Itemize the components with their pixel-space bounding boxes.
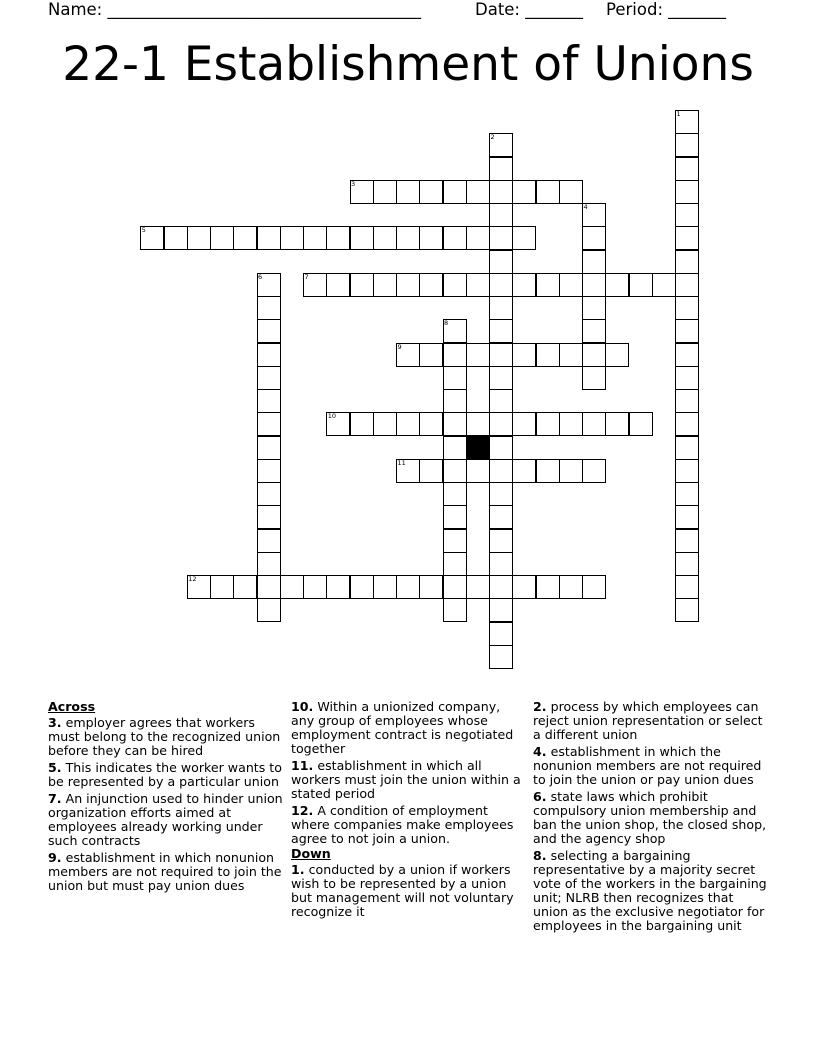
clue-number-label: 11 (397, 458, 406, 467)
grid-cell[interactable] (396, 226, 420, 250)
grid-cell[interactable] (326, 226, 350, 250)
grid-cell[interactable] (559, 412, 583, 436)
grid-cell[interactable] (396, 273, 420, 297)
grid-cell[interactable] (257, 482, 281, 506)
grid-cell[interactable] (582, 296, 606, 320)
grid-cell[interactable] (489, 598, 513, 622)
grid-cell[interactable] (489, 250, 513, 274)
grid-cell[interactable] (559, 575, 583, 599)
grid-cell[interactable] (512, 273, 536, 297)
clue-number-label: 9 (397, 342, 402, 351)
grid-cell[interactable] (443, 459, 467, 483)
clue-across-5: 5. This indicates the worker wants to be represented by a particular union (48, 760, 282, 789)
grid-cell[interactable] (536, 343, 560, 367)
grid-cell[interactable] (489, 622, 513, 646)
clue-across-3: 3. employer agrees that workers must belong to the recognized union before they can be hired (48, 715, 281, 758)
clues-column-3 (533, 700, 769, 936)
grid-cell[interactable] (466, 459, 490, 483)
grid-cell[interactable] (489, 343, 513, 367)
grid-cell[interactable] (443, 180, 467, 204)
grid-cell[interactable] (489, 296, 513, 320)
grid-cell[interactable] (280, 226, 304, 250)
grid-cell[interactable] (164, 226, 188, 250)
clue-number-label: 5 (141, 226, 146, 235)
grid-cell[interactable] (675, 180, 699, 204)
grid-cell[interactable] (257, 296, 281, 320)
grid-cell[interactable] (512, 226, 536, 250)
grid-cell[interactable] (257, 366, 281, 390)
grid-cell[interactable] (582, 250, 606, 274)
grid-cell[interactable] (489, 436, 513, 460)
grid-cell[interactable] (419, 343, 443, 367)
grid-cell[interactable] (675, 343, 699, 367)
grid-cell[interactable] (233, 226, 257, 250)
clue-number-label: 6 (258, 272, 263, 281)
clue-across-7: 7. An injunction used to hinder union organization efforts aimed at employees already working under such contracts (48, 791, 283, 848)
grid-cell[interactable] (489, 226, 513, 250)
grid-cell[interactable] (443, 505, 467, 529)
grid-cell[interactable] (350, 273, 374, 297)
grid-cell[interactable] (675, 319, 699, 343)
period-field[interactable]: Period: _______ (606, 0, 727, 19)
grid-cell[interactable] (257, 436, 281, 460)
grid-cell[interactable] (443, 366, 467, 390)
grid-cell[interactable] (489, 389, 513, 413)
grid-cell[interactable] (582, 273, 606, 297)
clue-number-label: 3 (351, 179, 356, 188)
grid-cell[interactable] (443, 343, 467, 367)
grid-cell[interactable] (675, 250, 699, 274)
clue-across-11: 11. establishment in which all workers must join the union within a stated period (291, 758, 521, 801)
grid-cell[interactable] (559, 273, 583, 297)
grid-cell[interactable] (559, 459, 583, 483)
grid-cell[interactable] (582, 366, 606, 390)
clue-number-label: 12 (188, 575, 197, 583)
grid-cell[interactable] (350, 226, 374, 250)
grid-cell[interactable] (466, 343, 490, 367)
grid-cell[interactable] (419, 180, 443, 204)
grid-cell[interactable] (559, 180, 583, 204)
clue-across-9: 9. establishment in which nonunion members are not required to join the union but must pay union dues (48, 850, 282, 893)
clue-down-1: 1. conducted by a union if workers wish to be represented by a union but management will not voluntary recognize it (291, 862, 514, 919)
grid-cell[interactable] (350, 575, 374, 599)
across-heading: Across (48, 699, 96, 714)
clue-number-label: 1 (676, 110, 681, 118)
grid-cell[interactable] (419, 273, 443, 297)
grid-cell[interactable] (675, 459, 699, 483)
page-title: 22-1 Establishment of Unions (62, 37, 754, 92)
grid-cell[interactable] (443, 529, 467, 553)
grid-cell[interactable] (629, 412, 653, 436)
grid-cell[interactable] (210, 575, 234, 599)
grid-cell[interactable] (652, 273, 676, 297)
grid-cell[interactable] (489, 645, 513, 669)
grid-cell[interactable] (257, 343, 281, 367)
grid-cell[interactable] (443, 598, 467, 622)
grid-cell[interactable] (536, 273, 560, 297)
grid-cell[interactable] (559, 343, 583, 367)
grid-cell[interactable] (443, 226, 467, 250)
grid-cell[interactable] (489, 482, 513, 506)
grid-cell[interactable] (350, 412, 374, 436)
grid-cell[interactable] (675, 412, 699, 436)
grid-cell[interactable] (675, 226, 699, 250)
grid-cell[interactable] (466, 180, 490, 204)
grid-cell[interactable] (582, 412, 606, 436)
grid-cell[interactable] (489, 273, 513, 297)
grid-cell[interactable] (582, 575, 606, 599)
grid-cell[interactable] (257, 552, 281, 576)
grid-cell[interactable] (675, 296, 699, 320)
grid-cell[interactable] (675, 529, 699, 553)
grid-cell[interactable] (675, 575, 699, 599)
grid-cell[interactable] (419, 575, 443, 599)
grid-cell[interactable] (443, 482, 467, 506)
grid-cell[interactable] (373, 226, 397, 250)
grid-cell[interactable] (466, 412, 490, 436)
down-heading: Down (291, 846, 331, 861)
clue-number-label: 2 (490, 133, 495, 142)
grid-cell[interactable] (675, 482, 699, 506)
grid-cell[interactable] (466, 226, 490, 250)
clues-column-1 (48, 700, 284, 896)
grid-cell[interactable] (373, 273, 397, 297)
grid-cell[interactable] (443, 436, 467, 460)
grid-cell[interactable] (326, 273, 350, 297)
clue-number-label: 10 (327, 412, 337, 421)
grid-cell[interactable] (675, 203, 699, 227)
grid-cell[interactable] (489, 575, 513, 599)
grid-cell[interactable] (303, 226, 327, 250)
grid-cell[interactable] (675, 505, 699, 529)
grid-cell[interactable] (489, 203, 513, 227)
date-field[interactable]: Date: _______ (475, 0, 583, 19)
grid-cell[interactable] (489, 552, 513, 576)
grid-cell[interactable] (466, 575, 490, 599)
grid-cell[interactable] (489, 319, 513, 343)
grid-cell[interactable] (257, 319, 281, 343)
grid-cell[interactable] (257, 575, 281, 599)
grid-cell[interactable] (396, 180, 420, 204)
grid-cell[interactable] (675, 273, 699, 297)
grid-cell[interactable] (512, 575, 536, 599)
grid-cell[interactable] (489, 180, 513, 204)
clues-column-2 (291, 700, 527, 922)
clue-number-label: 4 (583, 203, 588, 211)
grid-cell[interactable] (373, 412, 397, 436)
grid-cell[interactable] (257, 505, 281, 529)
grid-cell[interactable] (605, 412, 629, 436)
grid-cell[interactable] (443, 412, 467, 436)
grid-cell[interactable] (582, 319, 606, 343)
grid-cell[interactable] (629, 273, 653, 297)
clue-across-10: 10. Within a unionized company, any group of employees whose employment contract is negotiated together (291, 699, 514, 756)
grid-cell[interactable] (257, 389, 281, 413)
grid-cell[interactable] (675, 598, 699, 622)
clue-number-label: 8 (444, 319, 449, 328)
grid-cell[interactable] (675, 389, 699, 413)
clue-down-4: 4. establishment in which the nonunion members are not required to join the union or pay union dues (533, 744, 762, 787)
grid-cell[interactable] (210, 226, 234, 250)
grid-cell[interactable] (303, 575, 327, 599)
clue-across-12: 12. A condition of employment where companies make employees agree to not join a union. (291, 803, 514, 846)
grid-cell[interactable] (489, 157, 513, 181)
grid-cell[interactable] (443, 273, 467, 297)
grid-cell[interactable] (675, 552, 699, 576)
grid-cell[interactable] (280, 575, 304, 599)
clue-down-2: 2. process by which employees can reject union representation or select a different union (533, 699, 763, 742)
grid-cell[interactable] (512, 180, 536, 204)
grid-cell[interactable] (373, 180, 397, 204)
grid-cell[interactable] (489, 459, 513, 483)
grid-cell[interactable] (512, 459, 536, 483)
clue-number-label: 7 (304, 272, 309, 281)
grid-cell[interactable] (582, 226, 606, 250)
grid-cell[interactable] (512, 412, 536, 436)
grid-cell[interactable] (396, 412, 420, 436)
grid-cell[interactable] (326, 575, 350, 599)
clue-down-8: 8. selecting a bargaining representative by a majority secret vote of the workers in the bargaining unit; NLRB then recognizes that union as the exclusive negotiator for employees in the bargaining unit (533, 848, 767, 933)
grid-cell[interactable] (419, 226, 443, 250)
grid-cell[interactable] (257, 412, 281, 436)
grid-cell[interactable] (257, 529, 281, 553)
grid-cell[interactable] (512, 343, 536, 367)
grid-cell[interactable] (605, 343, 629, 367)
grid-cell[interactable] (257, 459, 281, 483)
clue-down-6: 6. state laws which prohibit compulsory union membership and ban the union shop, the closed shop, and the agency shop (533, 789, 767, 846)
black-square (466, 436, 490, 460)
grid-cell[interactable] (443, 552, 467, 576)
grid-cell[interactable] (536, 412, 560, 436)
grid-cell[interactable] (489, 529, 513, 553)
grid-cell[interactable] (536, 180, 560, 204)
grid-cell[interactable] (396, 575, 420, 599)
grid-cell[interactable] (582, 459, 606, 483)
grid-cell[interactable] (675, 133, 699, 157)
grid-cell[interactable] (675, 157, 699, 181)
grid-cell[interactable] (257, 226, 281, 250)
grid-cell[interactable] (373, 575, 397, 599)
grid-cell[interactable] (605, 273, 629, 297)
grid-cell[interactable] (536, 459, 560, 483)
grid-cell[interactable] (443, 575, 467, 599)
grid-cell[interactable] (443, 389, 467, 413)
grid-cell[interactable] (466, 273, 490, 297)
grid-cell[interactable] (257, 598, 281, 622)
grid-cell[interactable] (419, 412, 443, 436)
grid-cell[interactable] (489, 412, 513, 436)
grid-cell[interactable] (536, 575, 560, 599)
grid-cell[interactable] (675, 436, 699, 460)
grid-cell[interactable] (187, 226, 211, 250)
grid-cell[interactable] (233, 575, 257, 599)
grid-cell[interactable] (489, 366, 513, 390)
grid-cell[interactable] (675, 366, 699, 390)
grid-cell[interactable] (582, 343, 606, 367)
name-field[interactable]: Name: ______________________________________ (48, 0, 421, 19)
grid-cell[interactable] (489, 505, 513, 529)
grid-cell[interactable] (419, 459, 443, 483)
